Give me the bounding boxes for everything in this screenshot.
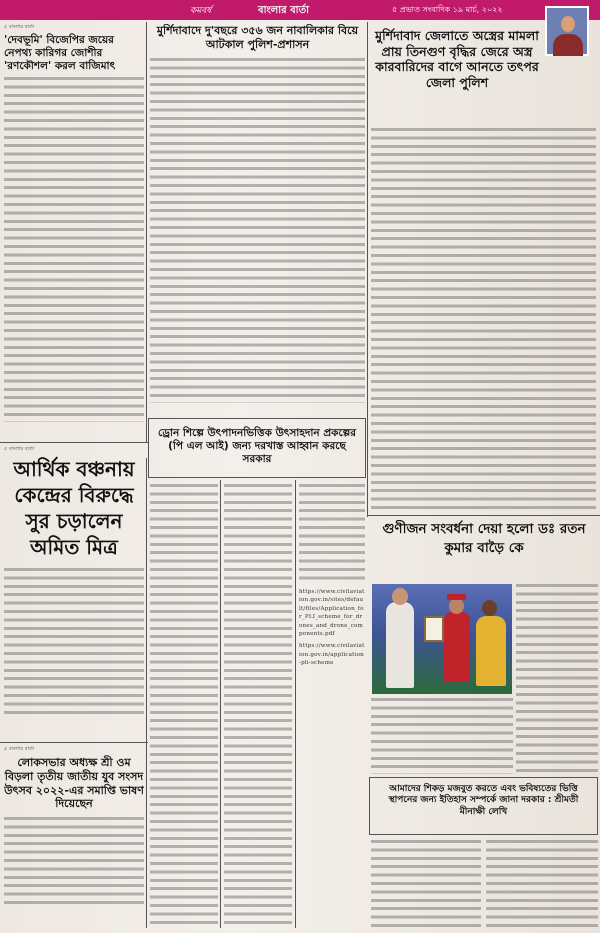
article-body-text bbox=[150, 58, 365, 403]
article-amit-mitra bbox=[4, 446, 144, 738]
headline: মুর্শিদাবাদ জেলাতে অস্ত্রের মামলা প্রায় তিনগুণ বৃদ্ধির জেরে অস্ত্র কারবারিদের বাগে আনতে তৎপর জেলা পুলিশ bbox=[375, 28, 539, 90]
masthead-date: ৫ প্রভাত সংবাদিক ১৯ মার্চ, ২০২২ bbox=[392, 5, 503, 14]
section-rule bbox=[0, 442, 148, 443]
column-rule bbox=[146, 22, 147, 442]
photo-figure bbox=[444, 612, 470, 682]
headline: লোকসভার অধ্যক্ষ শ্রী ওম বিড়লা তৃতীয় জাতীয় যুব সংসদ উৎসব ২০২২-এর সমাপ্তি ভাষণ দিয়েছেন bbox=[4, 756, 144, 811]
column-rule bbox=[367, 22, 368, 517]
article-bjp-joshi bbox=[4, 24, 144, 439]
columnist-photo bbox=[545, 6, 589, 56]
photo-figure bbox=[482, 600, 497, 616]
article-drone-headline-box bbox=[148, 418, 366, 478]
article-body-text bbox=[371, 128, 596, 512]
article-om-birla bbox=[4, 746, 144, 931]
article-felicitation bbox=[371, 520, 597, 582]
article-lekhi-headline-box bbox=[369, 777, 598, 835]
photo-figure bbox=[392, 588, 408, 605]
masthead-paper-name: বাংলার বার্তা bbox=[258, 5, 309, 16]
section-rule bbox=[0, 742, 148, 743]
column-rule bbox=[295, 480, 296, 928]
headline: আমাদের শিকড় মজবুত করতে এবং ভবিষ্যতের ভিত্তি স্থাপনের জন্য ইতিহাস সম্পর্কে জানা দরকার : শ্রীমতী মীনাক্ষী লেখি bbox=[388, 784, 579, 817]
article-body-text bbox=[371, 698, 513, 774]
article-tag: ৫ বাংলার বার্তা bbox=[4, 446, 35, 452]
article-body-text bbox=[150, 484, 218, 924]
felicitation-photo bbox=[372, 584, 512, 694]
article-body-text bbox=[371, 840, 481, 930]
article-body-text bbox=[299, 484, 365, 584]
article-lekhi-col1 bbox=[371, 840, 481, 930]
article-drone-col3 bbox=[299, 484, 365, 924]
article-body-text bbox=[224, 484, 292, 924]
column-rule bbox=[220, 480, 221, 928]
article-body-text bbox=[4, 568, 144, 718]
pli-application-url[interactable]: https://www.civilaviation.gov.in/sites/default/files/Application_for_PLI_scheme_for_drones_and_drone_components.pdf bbox=[299, 589, 365, 638]
article-child-marriage bbox=[150, 24, 365, 414]
photo-figure bbox=[386, 602, 414, 688]
headline: গুণীজন সংবর্ধনা দেয়া হলো ডঃ রতন কুমার বাড়ৈ কে bbox=[382, 521, 586, 556]
headline: মুর্শিদাবাদে দু'বছরে ৩৫৬ জন নাবালিকার বিয়ে আটকাল পুলিশ-প্রশাসন bbox=[156, 24, 359, 51]
article-felicitation-body bbox=[516, 584, 598, 774]
article-drone-col2 bbox=[224, 484, 292, 924]
photo-citation-frame bbox=[424, 616, 444, 642]
headline: 'দেবভূমি' বিজেপির জয়ের নেপথ্য কারিগর জোশীর 'রণকৌশল' করল বাজিমাৎ bbox=[4, 34, 116, 73]
masthead bbox=[0, 0, 600, 20]
article-body-text bbox=[4, 77, 144, 422]
section-rule bbox=[367, 515, 600, 516]
photo-figure bbox=[476, 616, 506, 686]
headline: ড্রোন শিল্পে উৎপাদনভিত্তিক উৎসাহদান প্রকল্পের (পি এল আই) জন্য দরখাস্ত আহ্বান করছে সরকার bbox=[157, 427, 357, 466]
article-drone-col1 bbox=[150, 484, 218, 924]
pli-scheme-url[interactable]: https://www.civilaviation.gov.in/application-pli-scheme bbox=[299, 643, 365, 667]
article-felicitation-body2 bbox=[371, 698, 513, 774]
article-arms-cases bbox=[371, 28, 543, 128]
article-arms-body bbox=[371, 128, 596, 512]
photo-figure bbox=[447, 594, 466, 600]
column-rule bbox=[146, 458, 147, 928]
article-body-text bbox=[4, 817, 144, 909]
masthead-logo: কমবর্ষ bbox=[190, 6, 212, 16]
article-tag: ৫ বাংলার বার্তা bbox=[4, 24, 35, 30]
article-body-text bbox=[486, 840, 598, 930]
article-lekhi-col2 bbox=[486, 840, 598, 930]
headline: আর্থিক বঞ্চনায় কেন্দ্রের বিরুদ্ধে সুর চড়ালেন অমিত মিত্র bbox=[13, 457, 135, 559]
article-tag: ৫ বাংলার বার্তা bbox=[4, 746, 35, 752]
article-body-text bbox=[516, 584, 598, 774]
photo-figure bbox=[449, 598, 464, 614]
